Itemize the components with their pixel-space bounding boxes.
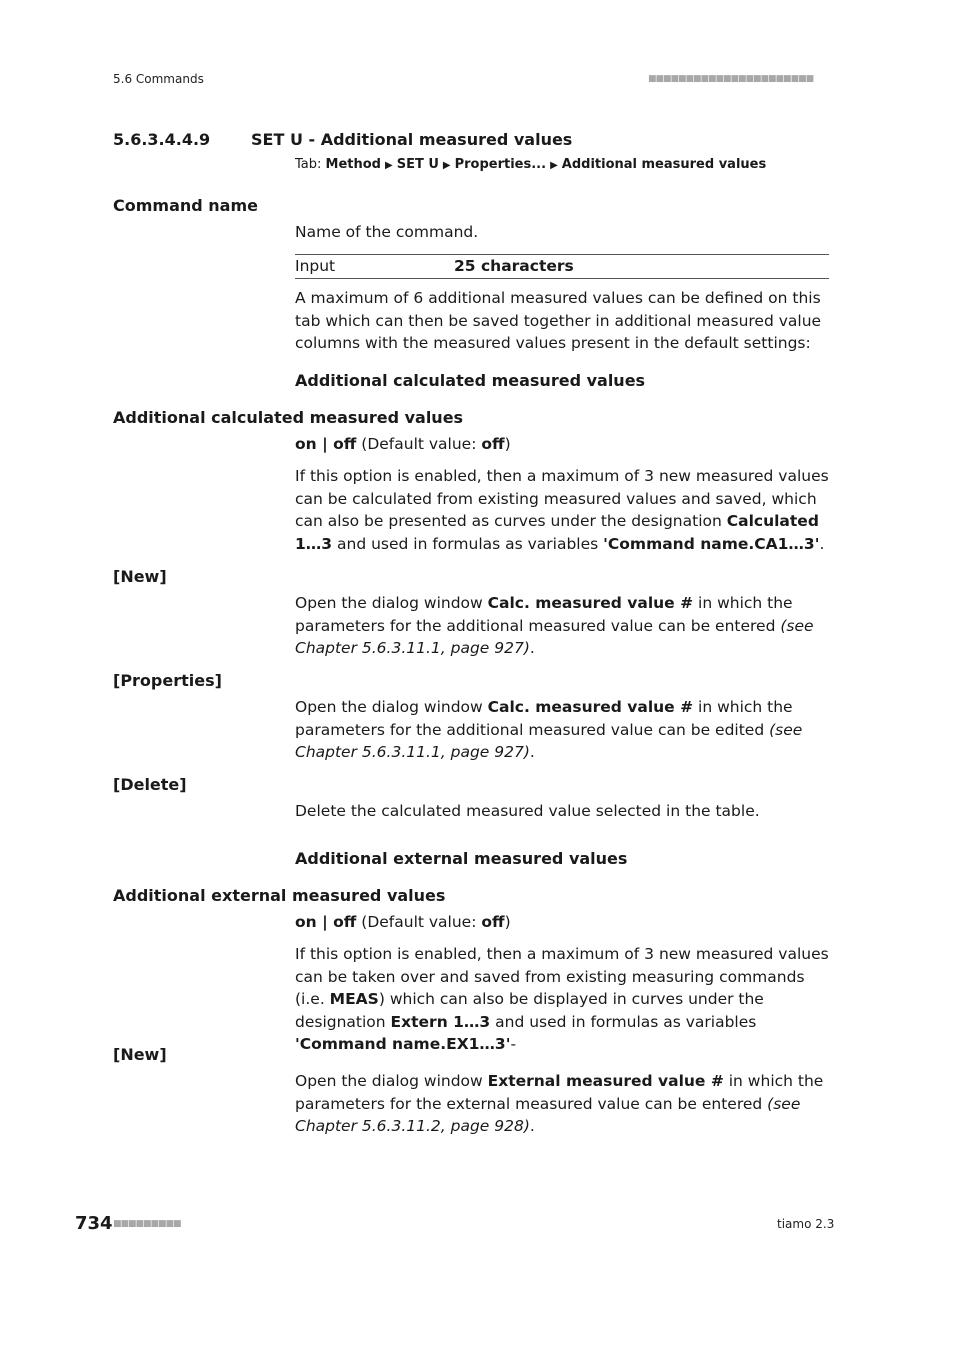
command-name-para: A maximum of 6 additional measured values can be defined on this tab which can then be saved together in additional measured value columns with the measured values present in the default settings: (295, 289, 822, 352)
calc-new-bold: Calc. measured value # (487, 594, 694, 612)
calc-default-value: off (481, 435, 505, 453)
tab-path-method: Method (325, 157, 381, 172)
calc-on-off-values: on | off (295, 435, 357, 453)
page-number: 734 (75, 1213, 113, 1234)
ext-default-prefix: (Default value: (356, 913, 482, 931)
ext-new-bold: External measured value # (487, 1072, 724, 1090)
heading-calc-new: [New] (113, 567, 167, 586)
arrow-right-icon: ▶ (550, 160, 558, 171)
calc-default-prefix: (Default value: (356, 435, 482, 453)
subhead-external: Additional external measured values (295, 849, 628, 868)
ext-on-off-values: on | off (295, 913, 357, 931)
calc-prop-desc (295, 696, 830, 764)
calc-description (295, 465, 830, 555)
tab-path (295, 157, 766, 172)
calc-default-suffix: ) (504, 435, 511, 453)
calc-desc-part: . (819, 534, 825, 553)
ext-desc-part: - (510, 1035, 517, 1053)
heading-calc-properties: [Properties] (113, 671, 222, 690)
ext-desc-part: and used in formulas as variables (490, 1012, 757, 1031)
tab-prefix: Tab: (295, 157, 322, 172)
heading-calc-delete: [Delete] (113, 775, 187, 794)
section-title: SET U - Additional measured values (251, 130, 573, 149)
heading-external: Additional external measured values (113, 886, 446, 905)
calc-on-off (295, 433, 830, 456)
running-header-section: 5.6 Commands (113, 72, 204, 86)
input-label: Input (295, 257, 336, 275)
ext-new-desc (295, 1070, 830, 1138)
ext-desc-bold: 'Command name.EX1…3' (295, 1035, 511, 1053)
ext-default-suffix: ) (504, 913, 511, 931)
footer-dots: ■■■■■■■■■ (113, 1219, 181, 1229)
tab-path-additional: Additional measured values (561, 157, 767, 172)
ext-new-part: . (529, 1117, 535, 1135)
calc-desc-bold: 'Command name.CA1…3' (603, 534, 820, 553)
ext-new-part: in which the parameters for the external measured value can be entered (295, 1072, 824, 1113)
calc-new-part: . (529, 639, 535, 657)
calc-new-desc (295, 592, 830, 660)
ext-new-ref: (see Chapter 5.6.3.11.2, page 928) (295, 1094, 801, 1135)
ext-default-value: off (481, 913, 505, 931)
calc-prop-part: . (529, 743, 535, 761)
heading-calculated: Additional calculated measured values (113, 408, 464, 427)
ext-on-off (295, 911, 830, 934)
ext-description (295, 943, 830, 1056)
calc-desc-part: and used in formulas as variables (332, 534, 604, 553)
calc-delete-desc: Delete the calculated measured value selected in the table. (295, 802, 760, 820)
calc-new-part: Open the dialog window (295, 594, 488, 612)
ext-new-part: Open the dialog window (295, 1072, 488, 1090)
command-name-desc: Name of the command. (295, 223, 479, 241)
input-value: 25 characters (454, 257, 574, 275)
input-table (295, 254, 829, 279)
arrow-right-icon: ▶ (442, 160, 451, 171)
tab-path-setu: SET U (396, 157, 439, 172)
heading-ext-new: [New] (113, 1045, 167, 1064)
calc-desc-bold: Calculated 1…3 (295, 512, 819, 553)
calc-prop-part: in which the parameters for the additional measured value can be edited (295, 698, 793, 739)
header-dots: ■■■■■■■■■■■■■■■■■■■■■■ (648, 74, 814, 84)
footer-product: tiamo 2.3 (777, 1217, 835, 1231)
calc-new-ref: (see Chapter 5.6.3.11.1, page 927) (295, 616, 814, 657)
calc-desc-part: If this option is enabled, then a maximum of 3 new measured values can be calculated from existing measured values and saved, which can also be presented as curves under the designation (295, 467, 829, 530)
calc-prop-part: Open the dialog window (295, 698, 488, 716)
calc-new-part: in which the parameters for the additional measured value can be entered (295, 594, 793, 635)
ext-desc-bold: Extern 1…3 (390, 1012, 491, 1031)
arrow-right-icon: ▶ (385, 160, 393, 171)
tab-path-properties: Properties... (454, 157, 547, 172)
heading-command-name: Command name (113, 196, 258, 215)
section-number: 5.6.3.4.4.9 (113, 130, 211, 149)
subhead-calculated: Additional calculated measured values (295, 371, 646, 390)
ext-desc-bold: MEAS (329, 990, 379, 1008)
calc-prop-ref: (see Chapter 5.6.3.11.1, page 927) (295, 720, 803, 761)
ext-desc-part: If this option is enabled, then a maximum of 3 new measured values can be taken over and saved from existing measuring commands (i.e. (295, 945, 829, 1008)
ext-desc-part: ) which can also be displayed in curves under the designation (295, 990, 764, 1031)
calc-prop-bold: Calc. measured value # (487, 698, 694, 716)
